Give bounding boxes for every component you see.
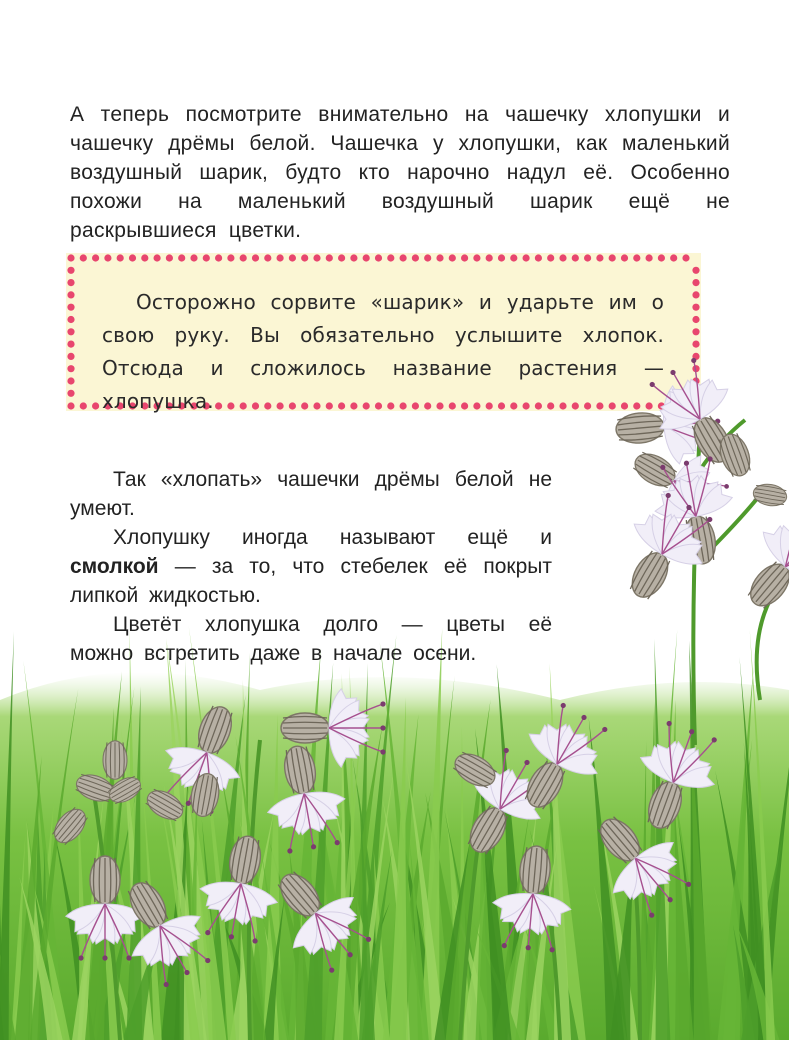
- campion-flower: [724, 498, 789, 629]
- note-text: Осторожно сорвите «шарик» и ударьте им о свою руку. Вы обязательно услышите хлопок. Отсюда и сложилось название растения — хлопушка.: [102, 290, 664, 413]
- intro-paragraph: А теперь посмотрите внимательно на чашечку хлопушки и чашечку дрёмы белой. Чашечка у хлопушки, как маленький воздушный шарик, будто кто нарочно надул её. Особенно похожи на маленький воздушный шарик ещё не раскрывшиеся цветки.: [70, 103, 730, 242]
- campion-flower: [103, 741, 127, 779]
- paragraph-smolka: [70, 523, 552, 610]
- paragraph-smolka-end: — за то, что стебелек её покрыт липкой жидкостью.: [70, 555, 552, 607]
- flower-stem: [757, 600, 770, 700]
- paragraph-dryoma: Так «хлопать» чашечки дрёмы белой не умеют.: [70, 468, 552, 520]
- term-smolka: смолкой: [70, 555, 159, 578]
- body-text: [70, 465, 552, 668]
- paragraph-smolka-start: Хлопушку иногда называют ещё и: [113, 526, 552, 549]
- paragraph-bloom: Цветёт хлопушка долго — цветы её можно встретить даже в начале осени.: [70, 613, 552, 665]
- campion-flower: [752, 482, 789, 509]
